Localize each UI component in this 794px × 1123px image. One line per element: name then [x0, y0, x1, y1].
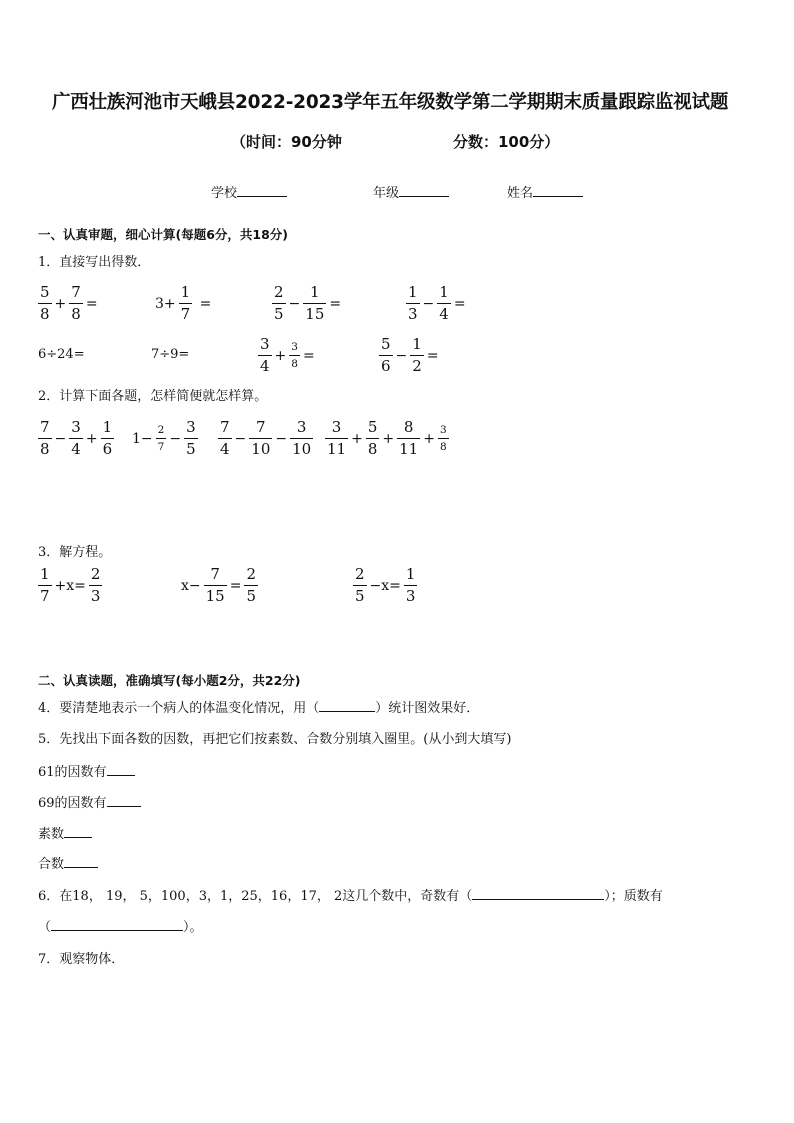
q1-r2-item2: 7÷9= — [151, 347, 190, 362]
operator: + — [54, 295, 67, 312]
operator: + — [423, 430, 435, 447]
fraction: $\frac{2}{7}$ — [157, 423, 165, 453]
operand: 1− — [132, 430, 153, 447]
fraction: $\frac{3}{8}$ — [439, 423, 447, 453]
q6-odd-blank[interactable] — [472, 886, 604, 900]
fraction: $\frac{2}{5}$ — [355, 565, 365, 605]
fraction: $\frac{5}{6}$ — [381, 335, 391, 375]
q1-r1-item3 — [272, 285, 341, 322]
operand: x− — [181, 577, 201, 594]
operator: +x= — [54, 577, 86, 594]
q5-prime — [38, 823, 92, 842]
q4-text-end: ）统计图效果好． — [375, 701, 480, 716]
q3-eq1 — [38, 567, 102, 604]
q1-r1-item4 — [406, 285, 466, 322]
fraction: $\frac{1}{7}$ — [180, 283, 191, 323]
q5-prime-label: 素数 — [38, 827, 65, 842]
q3-eq3 — [353, 567, 417, 604]
q6-text: 6．在18， 19， 5，100，3，1，25，16，17， 2这几个数中，奇数有（ — [38, 889, 473, 904]
equals: = — [426, 347, 439, 364]
q1-label: 1．直接写出得数． — [38, 255, 151, 270]
operator: + — [382, 430, 395, 447]
fraction: $\frac{7}{4}$ — [220, 418, 230, 458]
fraction: $\frac{1}{3}$ — [408, 283, 418, 323]
operator: − — [275, 430, 288, 447]
q5-comp-blank[interactable] — [64, 854, 98, 868]
q5-prime-blank[interactable] — [64, 824, 92, 838]
name-blank[interactable] — [533, 183, 583, 197]
fraction: $\frac{5}{8}$ — [367, 418, 378, 458]
operator: − — [395, 347, 408, 364]
operator: − — [234, 430, 247, 447]
operator: = — [229, 577, 242, 594]
fraction: $\frac{7}{8}$ — [71, 283, 81, 323]
q5-61-blank[interactable] — [107, 762, 135, 776]
fraction: $\frac{7}{10}$ — [251, 418, 271, 458]
name-field — [507, 182, 583, 201]
fraction: $\frac{3}{5}$ — [186, 418, 196, 458]
page-title: 广西壮族河池市天峨县2022-2023学年五年级数学第二学期期末质量跟踪监视试题 — [52, 92, 729, 113]
q5-composite — [38, 853, 98, 872]
q5: 5．先找出下面各数的因数，再把它们按素数、合数分别填入圈里。(从小到大填写) — [38, 732, 512, 747]
fraction: $\frac{1}{15}$ — [305, 283, 325, 323]
fraction: $\frac{1}{7}$ — [40, 565, 50, 605]
q6-close: ）。 — [183, 920, 203, 935]
fraction: $\frac{2}{3}$ — [90, 565, 101, 605]
operator: − — [422, 295, 435, 312]
fraction: $\frac{8}{11}$ — [399, 418, 419, 458]
fraction: $\frac{3}{10}$ — [292, 418, 312, 458]
fraction: $\frac{7}{15}$ — [205, 565, 225, 605]
q2-expr2 — [132, 420, 198, 457]
q1-r2-item3 — [258, 337, 315, 374]
fraction: $\frac{1}{2}$ — [412, 335, 422, 375]
equals: = — [329, 295, 342, 312]
fraction: $\frac{1}{3}$ — [405, 565, 416, 605]
equals: = — [85, 295, 98, 312]
section2-heading: 二、认真读题，准确填写(每小题2分，共22分) — [38, 673, 301, 688]
q7: 7．观察物体． — [38, 952, 125, 967]
fraction: $\frac{3}{8}$ — [291, 340, 298, 370]
operator: − — [288, 295, 301, 312]
exam-score: 分数：100分） — [453, 133, 560, 151]
grade-field — [373, 182, 449, 201]
section1-heading: 一、认真审题，细心计算(每题6分，共18分) — [38, 227, 289, 242]
grade-blank[interactable] — [399, 183, 449, 197]
school-blank[interactable] — [237, 183, 287, 197]
school-label: 学校 — [211, 186, 238, 201]
q5-comp-label: 合数 — [38, 857, 65, 872]
operator: −x= — [369, 577, 401, 594]
q5-61-factors — [38, 761, 135, 780]
operand: 3+ — [155, 295, 176, 312]
operator: + — [274, 347, 287, 364]
q2-expr4 — [325, 420, 449, 457]
operator: − — [169, 430, 182, 447]
fraction: $\frac{3}{4}$ — [71, 418, 81, 458]
fraction: $\frac{3}{11}$ — [327, 418, 347, 458]
q6 — [38, 885, 663, 904]
equals: = — [302, 347, 315, 364]
q3-label: 3．解方程。 — [38, 545, 112, 560]
fraction: $\frac{1}{6}$ — [102, 418, 113, 458]
exam-time: （时间：90分钟 — [231, 133, 342, 151]
q1-r1-item2 — [155, 285, 211, 322]
fraction: $\frac{2}{5}$ — [246, 565, 257, 605]
q2-expr1 — [38, 420, 114, 457]
q4-text: 4．要清楚地表示一个病人的体温变化情况，用（ — [38, 701, 320, 716]
equals: = — [453, 295, 466, 312]
q1-r2-item1: 6÷24= — [38, 347, 85, 362]
q2-label: 2．计算下面各题，怎样简便就怎样算。 — [38, 389, 268, 404]
q6-prime-blank[interactable] — [51, 917, 183, 931]
fraction: $\frac{2}{5}$ — [274, 283, 284, 323]
q5-69-factors — [38, 792, 141, 811]
fraction: $\frac{1}{4}$ — [439, 283, 449, 323]
fraction: $\frac{5}{8}$ — [40, 283, 50, 323]
q5-69-blank[interactable] — [107, 793, 141, 807]
q5-61-label: 61的因数有 — [38, 765, 107, 780]
q4-blank[interactable] — [319, 698, 375, 712]
name-label: 姓名 — [507, 186, 534, 201]
q1-r1-item1 — [38, 285, 98, 322]
q3-eq2 — [181, 567, 258, 604]
operator: + — [351, 430, 363, 447]
fraction: $\frac{7}{8}$ — [40, 418, 50, 458]
q1-r2-item4 — [379, 337, 439, 374]
fraction: $\frac{3}{4}$ — [260, 335, 270, 375]
operator: + — [85, 430, 98, 447]
q5-69-label: 69的因数有 — [38, 796, 107, 811]
q6-text-mid: ）；质数有 — [604, 889, 663, 904]
operator: − — [54, 430, 67, 447]
q2-expr3 — [218, 420, 313, 457]
school-field — [211, 182, 287, 201]
grade-label: 年级 — [373, 186, 400, 201]
q6-open: （ — [38, 920, 52, 935]
q6-line2 — [38, 916, 203, 935]
equals: = — [195, 295, 212, 312]
q4 — [38, 697, 479, 716]
